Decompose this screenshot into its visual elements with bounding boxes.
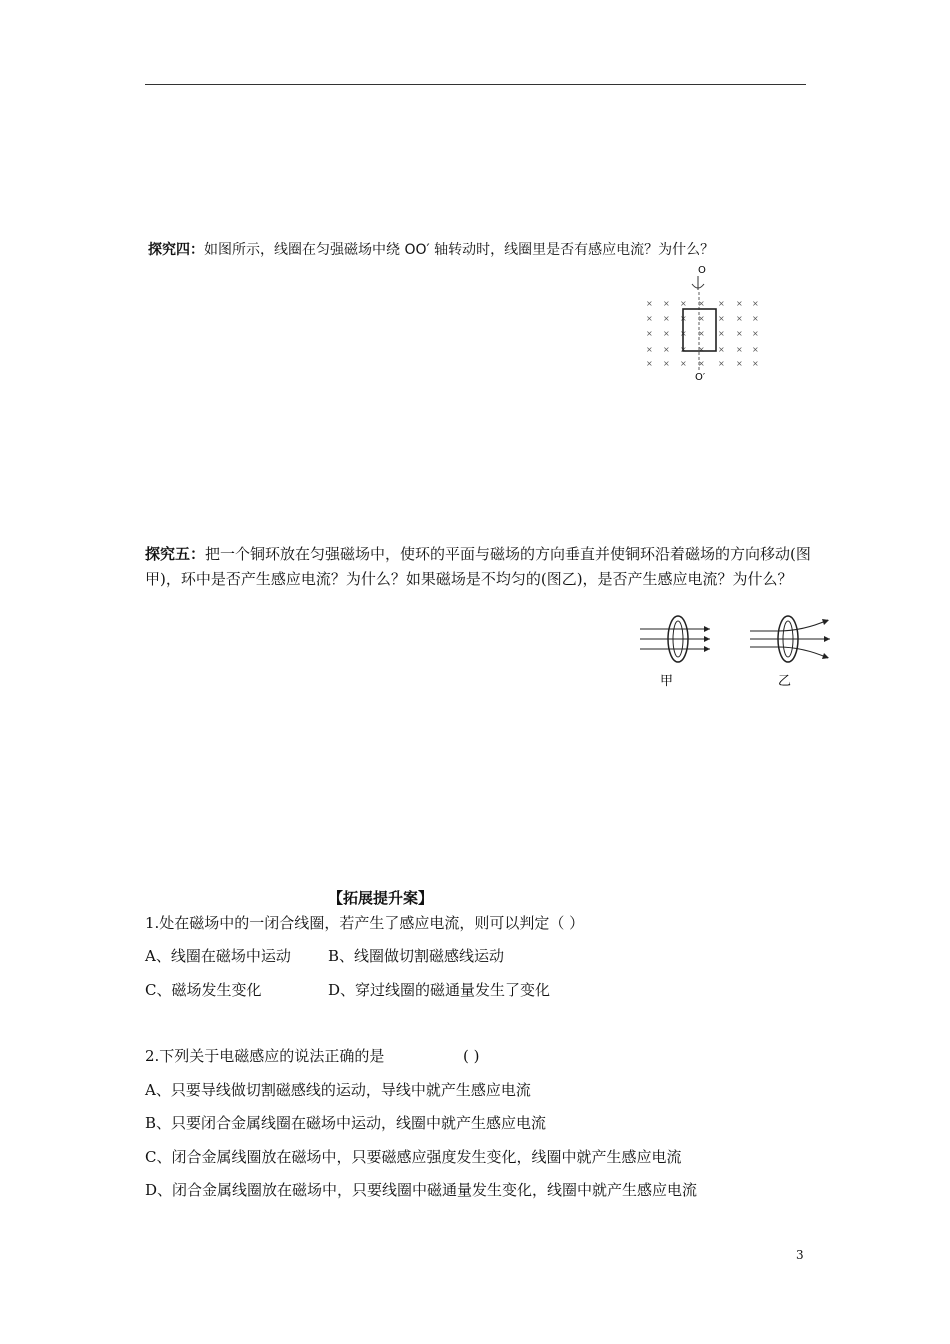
header-rule <box>145 84 806 85</box>
q5-text: 把一个铜环放在匀强磁场中，使环的平面与磁场的方向垂直并使铜环沿着磁场的方向移动(图甲)，环中是否产生感应电流？为什么？如果磁场是不均匀的(图乙)，是否产生感应电流？为什么？ <box>145 545 811 588</box>
field-x-mark: × <box>680 359 687 368</box>
q4-label: 探究四： <box>148 242 204 258</box>
p1-stem: 1.处在磁场中的一闭合线圈，若产生了感应电流，则可以判定（ ） <box>145 914 585 932</box>
field-x-mark: × <box>680 345 687 354</box>
p2-option-c: C、闭合金属线圈放在磁场中，只要磁感应强度发生变化，线圈中就产生感应电流 <box>145 1148 682 1166</box>
p2-option-d: D、闭合金属线圈放在磁场中，只要线圈中磁通量发生变化，线圈中就产生感应电流 <box>145 1181 698 1199</box>
field-x-mark: × <box>752 329 759 338</box>
p2-option-a: A、只要导线做切割磁感线的运动，导线中就产生感应电流 <box>145 1081 531 1099</box>
field-x-mark: × <box>698 299 705 308</box>
field-x-mark: × <box>718 299 725 308</box>
field-x-mark: × <box>663 345 670 354</box>
p2-option-b: B、只要闭合金属线圈在磁场中运动，线圈中就产生感应电流 <box>145 1114 547 1132</box>
q4-fig-bottom-label: O′ <box>695 372 706 383</box>
q5-paragraph <box>145 542 825 592</box>
q5-label: 探究五： <box>145 545 206 563</box>
field-x-mark: × <box>663 329 670 338</box>
section-title: 【拓展提升案】 <box>328 889 434 907</box>
field-x-mark: × <box>752 299 759 308</box>
field-x-mark: × <box>736 329 743 338</box>
q4-fig-top-label: O <box>698 265 706 276</box>
field-x-mark: × <box>680 329 687 338</box>
q5-figure <box>638 612 838 692</box>
field-x-mark: × <box>718 314 725 323</box>
field-x-mark: × <box>718 329 725 338</box>
field-x-mark: × <box>752 345 759 354</box>
p1-option-c: C、磁场发生变化 <box>145 981 262 999</box>
field-x-mark: × <box>736 359 743 368</box>
p1-option-b: B、线圈做切割磁感线运动 <box>328 947 505 965</box>
q4-line <box>148 240 714 260</box>
fig-b-label: 乙 <box>778 674 792 689</box>
p1-option-a: A、线圈在磁场中运动 <box>145 947 291 965</box>
field-x-mark: × <box>752 314 759 323</box>
field-x-mark: × <box>680 314 687 323</box>
field-x-mark: × <box>718 345 725 354</box>
field-x-mark: × <box>663 314 670 323</box>
p2-paren: ( ) <box>463 1047 480 1065</box>
p2-stem: 2.下列关于电磁感应的说法正确的是 <box>145 1047 385 1065</box>
fig-a-label: 甲 <box>660 674 674 689</box>
field-x-mark: × <box>698 329 705 338</box>
field-x-mark: × <box>752 359 759 368</box>
fig-b-nonuniform-field <box>750 616 830 662</box>
field-x-mark: × <box>663 359 670 368</box>
field-x-mark: × <box>680 299 687 308</box>
q4-figure <box>640 262 760 384</box>
field-x-mark: × <box>718 359 725 368</box>
field-x-mark: × <box>698 314 705 323</box>
field-x-mark: × <box>646 299 653 308</box>
fig-a-uniform-field <box>640 616 710 662</box>
field-x-mark: × <box>646 314 653 323</box>
q4-text: 如图所示，线圈在匀强磁场中绕 OO′ 轴转动时，线圈里是否有感应电流？为什么？ <box>204 242 715 258</box>
p1-option-d: D、穿过线圈的磁通量发生了变化 <box>328 981 551 999</box>
field-x-mark: × <box>736 345 743 354</box>
field-x-mark: × <box>663 299 670 308</box>
page-number: 3 <box>796 1248 804 1262</box>
field-x-mark: × <box>646 359 653 368</box>
field-x-mark: × <box>698 359 705 368</box>
field-x-mark: × <box>736 314 743 323</box>
field-x-mark: × <box>736 299 743 308</box>
field-x-mark: × <box>646 329 653 338</box>
field-x-mark: × <box>698 345 705 354</box>
field-x-mark: × <box>646 345 653 354</box>
